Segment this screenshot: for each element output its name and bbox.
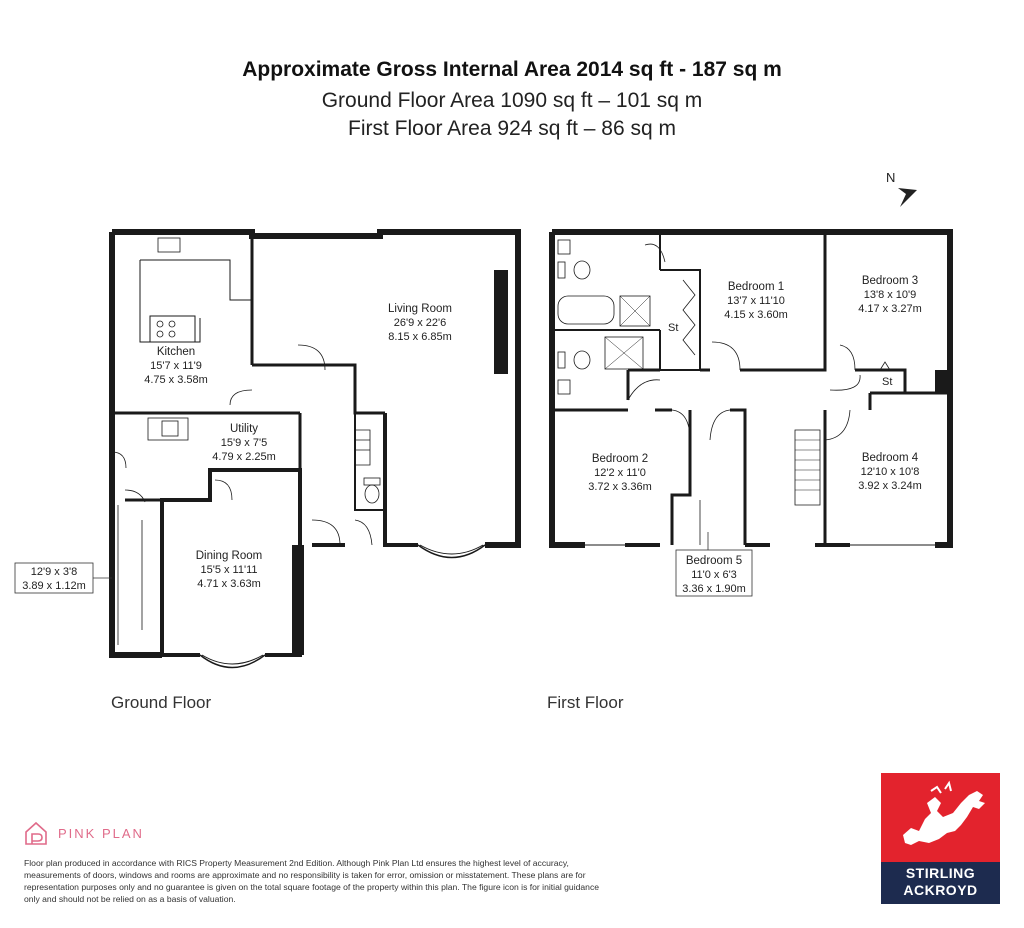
- store-label: St: [668, 322, 679, 334]
- disclaimer-text: Floor plan produced in accordance with RICS Property Measurement 2nd Edition. Although Pink Plan Ltd ensures the highest level of accuracy, measurements of doors, windows and rooms are approximate and no responsibility is taken for error, omission or misstatement. These plans are for representation purposes only and no guarantee is given on the total square footage of the property within this plan. The figure icon is for initial guidance only and should not be relied on as a basis of valuation.: [24, 858, 600, 904]
- room-bedroom-2: [588, 453, 652, 493]
- room-metric: 3.72 x 3.36m: [588, 481, 652, 493]
- room-imperial: 15'5 x 11'11: [200, 564, 258, 576]
- room-name: Bedroom 4: [861, 452, 919, 464]
- room-name: Utility: [229, 423, 259, 435]
- ground-floor-plan: [112, 232, 518, 668]
- room-imperial: 11'0 x 6'3: [691, 569, 737, 581]
- room-metric: 4.71 x 3.63m: [197, 578, 261, 590]
- pink-plan-text: PINK PLAN: [58, 825, 144, 841]
- room-bedroom-3: [858, 275, 922, 315]
- room-kitchen: [144, 346, 208, 386]
- agent-name-line1: STIRLING: [905, 865, 976, 881]
- room-bedroom-5-callout: [676, 532, 752, 596]
- room-name: Bedroom 2: [591, 453, 649, 465]
- compass-label: N: [886, 170, 896, 185]
- first-floor-label: First Floor: [547, 693, 624, 712]
- room-metric: 4.75 x 3.58m: [144, 374, 208, 386]
- room-name: Kitchen: [156, 346, 196, 358]
- room-imperial: 12'9 x 3'8: [30, 566, 78, 578]
- room-imperial: 13'8 x 10'9: [863, 289, 917, 301]
- stirling-ackroyd-logo: [881, 773, 1000, 904]
- room-imperial: 26'9 x 22'6: [393, 317, 447, 329]
- room-metric: 4.15 x 3.60m: [724, 309, 788, 321]
- ground-floor-label: Ground Floor: [111, 693, 212, 712]
- room-utility: [212, 423, 276, 463]
- room-imperial: 15'9 x 7'5: [220, 437, 268, 449]
- north-compass-icon: [886, 170, 917, 207]
- room-name: Bedroom 3: [861, 275, 919, 287]
- room-name: Bedroom 5: [685, 555, 743, 567]
- store-label: St: [882, 376, 893, 388]
- room-metric: 3.89 x 1.12m: [22, 580, 86, 592]
- room-name: Dining Room: [195, 550, 263, 562]
- griffin-icon: [881, 773, 1000, 862]
- room-imperial: 13'7 x 11'10: [727, 295, 785, 307]
- room-name: Living Room: [388, 303, 452, 315]
- pink-plan-brand: [24, 820, 144, 846]
- first-floor-area: First Floor Area 924 sq ft – 86 sq m: [348, 117, 676, 140]
- pink-plan-logo-icon: [24, 820, 48, 846]
- room-metric: 8.15 x 6.85m: [388, 331, 452, 343]
- agent-name-line2: ACKROYD: [903, 882, 978, 898]
- room-name: Bedroom 1: [727, 281, 785, 293]
- room-bedroom-4: [858, 452, 922, 492]
- room-dining: [196, 550, 262, 590]
- room-garage-callout: [15, 563, 112, 593]
- room-living: [388, 303, 452, 343]
- room-imperial: 12'2 x 11'0: [594, 467, 646, 479]
- room-bedroom-1: [724, 281, 788, 321]
- room-metric: 3.36 x 1.90m: [682, 583, 746, 595]
- room-imperial: 15'7 x 11'9: [150, 360, 202, 372]
- plan-title: Approximate Gross Internal Area 2014 sq ft - 187 sq m: [242, 58, 782, 81]
- room-imperial: 12'10 x 10'8: [860, 466, 920, 478]
- room-metric: 4.79 x 2.25m: [212, 451, 276, 463]
- room-metric: 3.92 x 3.24m: [858, 480, 922, 492]
- ground-floor-area: Ground Floor Area 1090 sq ft – 101 sq m: [321, 89, 703, 112]
- room-metric: 4.17 x 3.27m: [858, 303, 922, 315]
